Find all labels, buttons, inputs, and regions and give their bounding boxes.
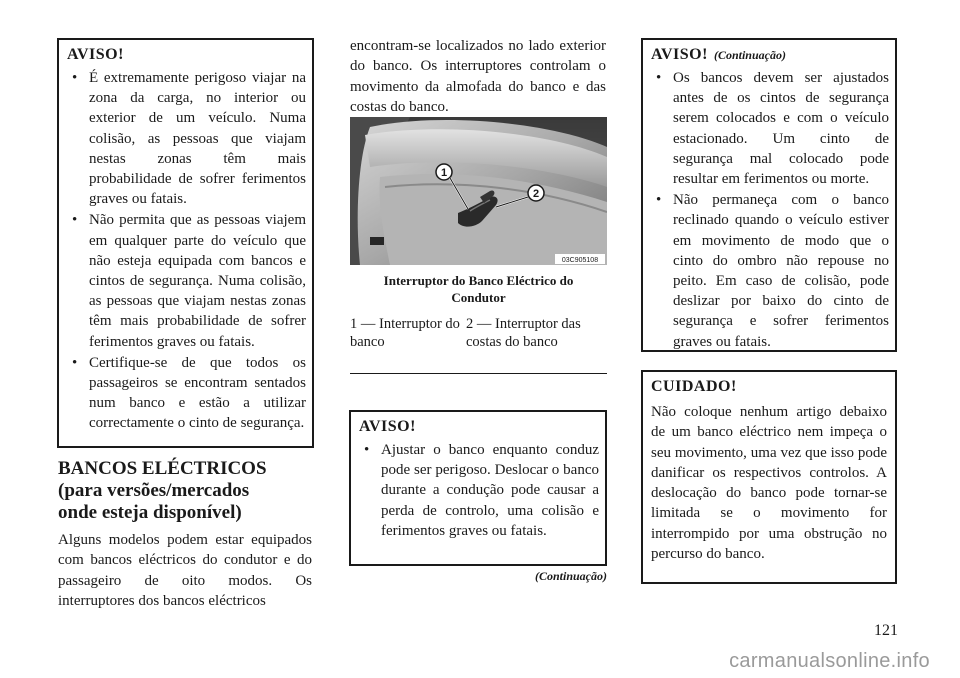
watermark: carmanualsonline.info <box>729 650 930 672</box>
seat-switch-figure <box>350 117 607 265</box>
warning-item: • Os bancos devem ser ajustados antes de os cintos de segurança serem colocados e com o veículo estacionado. Um cinto de segurança mal colocado pode resultar em ferimentos ou morte. <box>651 68 889 189</box>
callout-2: 2 <box>532 188 540 200</box>
warning-box-right <box>641 38 897 352</box>
warning-list <box>67 68 306 434</box>
warning-box-left <box>57 38 314 448</box>
warning-item: • Ajustar o banco enquanto conduz pode ser perigoso. Deslocar o banco durante a condução pode causar a perda de controlo, uma colisão e ferimentos graves ou fatais. <box>359 440 599 541</box>
section-heading <box>58 458 314 524</box>
caution-box <box>641 370 897 584</box>
caution-title: CUIDADO! <box>651 378 737 395</box>
page-number: 121 <box>874 622 898 639</box>
warning-title: AVISO! <box>359 418 416 435</box>
warning-box-middle <box>349 410 607 566</box>
warning-title: AVISO! <box>67 46 124 63</box>
warning-continued-label: (Continuação) <box>713 48 786 62</box>
warning-list <box>651 68 889 352</box>
warning-list <box>359 440 599 541</box>
seat-switch-illustration <box>350 117 607 265</box>
figure-caption: Interruptor do Banco Eléctrico do Condutor <box>383 273 574 305</box>
legend-item-seat-switch: 1 — Interruptor do banco <box>350 316 460 350</box>
warning-title-text: AVISO! <box>651 46 708 63</box>
warning-item: • Não permita que as pessoas viajem em qualquer parte do veículo que não esteja equipada com bancos e cintos de segurança. Numa colisão, as pessoas que viajam nestas zonas têm mais probabilidade de sofrer ferimentos graves ou fatais. <box>67 210 306 351</box>
legend-item-backrest-switch: 2 — Interruptor das costas do banco <box>466 316 581 350</box>
warning-item: • Certifique-se de que todos os passageiros se encontram sentados num banco e estão a utilizar correctamente o cinto de segurança. <box>67 353 306 434</box>
legend-divider <box>350 373 607 374</box>
warning-item: • Não permaneça com o banco reclinado quando o veículo estiver em movimento de modo que o cinto do ombro não repouse no peito. Em caso de colisão, pode deslizar por baixo do cinto de segurança e sofrer ferimentos graves ou fatais. <box>651 190 889 352</box>
callout-1: 1 <box>440 167 448 179</box>
intro-paragraph: Alguns modelos podem estar equipados com bancos eléctricos do condutor e do passageiro de oito modos. Os interruptores dos bancos eléctricos <box>58 532 312 609</box>
continued-paragraph: encontram-se localizados no lado exterior do banco. Os interruptores controlam o movimento da almofada do banco e das costas do banco. <box>350 38 606 115</box>
image-code: 03C905108 <box>561 257 599 264</box>
warning-title <box>651 46 889 64</box>
caution-text: Não coloque nenhum artigo debaixo de um banco eléctrico nem impeça o seu movimento, uma vez que isso pode danificar os respectivos controlos. A deslocação do banco pode tornar-se limitada se o movimento for interrompido por uma obstrução no percurso do banco. <box>651 404 887 563</box>
section-heading-line: onde esteja disponível) <box>58 502 242 523</box>
section-heading-line: BANCOS ELÉCTRICOS <box>58 458 267 479</box>
section-heading-line: (para versões/mercados <box>58 480 250 501</box>
continued-label: (Continuação) <box>534 569 607 583</box>
warning-item: • É extremamente perigoso viajar na zona da carga, no interior ou exterior de um veículo. Numa colisão, as pessoas que viajam nestas zonas têm mais probabilidade de sofrer ferimentos graves ou fatais. <box>67 68 306 209</box>
